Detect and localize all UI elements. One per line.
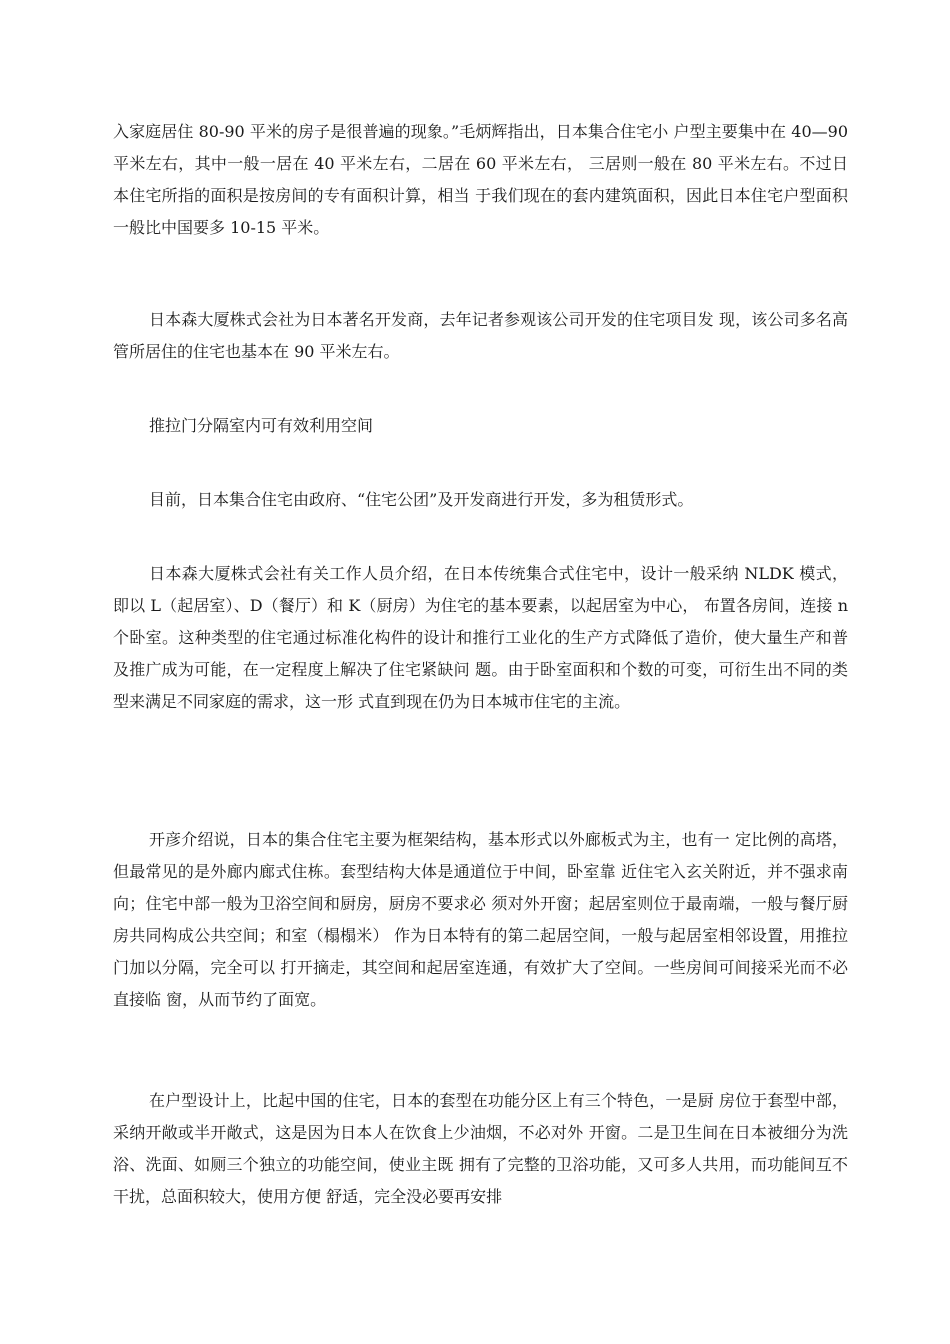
body-paragraph: 目前，日本集合住宅由政府、“住宅公团”及开发商进行开发，多为租赁形式。	[149, 490, 694, 509]
body-paragraph: 在户型设计上，比起中国的住宅，日本的套型在功能分区上有三个特色，一是厨 房位于套型中部，采纳开敞或半开敞式，这是因为日本人在饮食上少油烟，不必对外 开窗。二是卫生间在日本被细分为洗浴、洗面、如厕三个独立的功能空间，使业主既 拥有了完整的卫浴功能，又可多人共用，而功能间互不干扰，总面积较大，使用方便 舒适，完全没必要再安排	[113, 1091, 848, 1206]
body-paragraph: 开彦介绍说，日本的集合住宅主要为框架结构，基本形式以外廊板式为主，也有一 定比例的高塔，但最常见的是外廊内廊式住栋。套型结构大体是通道位于中间，卧室靠 近住宅入玄关附近，并不强求南向；住宅中部一般为卫浴空间和厨房，厨房不要求必 须对外开窗；起居室则位于最南端，一般与餐厅厨房共同构成公共空间；和室（榻榻米） 作为日本特有的第二起居空间，一般与起居室相邻设置，用推拉门加以分隔，完全可以 打开摘走，其空间和起居室连通，有效扩大了空间。一些房间可间接采光而不必直接临 窗，从而节约了面宽。	[113, 830, 848, 1009]
body-paragraph: 入家庭居住 80-90 平米的房子是很普遍的现象。”毛炳辉指出，日本集合住宅小 户型主要集中在 40—90 平米左右，其中一般一居在 40 平米左右，二居在 60 平米左右， 三居则一般在 80 平米左右。不过日本住宅所指的面积是按房间的专有面积计算，相当 于我们现在的套内建筑面积，因此日本住宅户型面积一般比中国要多 10-15 平米。	[113, 122, 848, 237]
body-paragraph: 日本森大厦株式会社为日本著名开发商，去年记者参观该公司开发的住宅项目发 现，该公司多名高管所居住的住宅也基本在 90 平米左右。	[113, 310, 848, 361]
body-paragraph: 日本森大厦株式会社有关工作人员介绍，在日本传统集合式住宅中，设计一般采纳 NLDK 模式，即以 L（起居室）、D（餐厅）和 K（厨房）为住宅的基本要素，以起居室为中心， 布置各房间，连接 n 个卧室。这种类型的住宅通过标准化构件的设计和推行工业化的生产方式降低了造价，使大量生产和普及推广成为可能，在一定程度上解决了住宅紧缺问 题。由于卧室面积和个数的可变，可衍生出不同的类型来满足不同家庭的需求，这一形 式直到现在仍为日本城市住宅的主流。	[113, 564, 848, 711]
section-heading: 推拉门分隔室内可有效利用空间	[149, 416, 374, 435]
